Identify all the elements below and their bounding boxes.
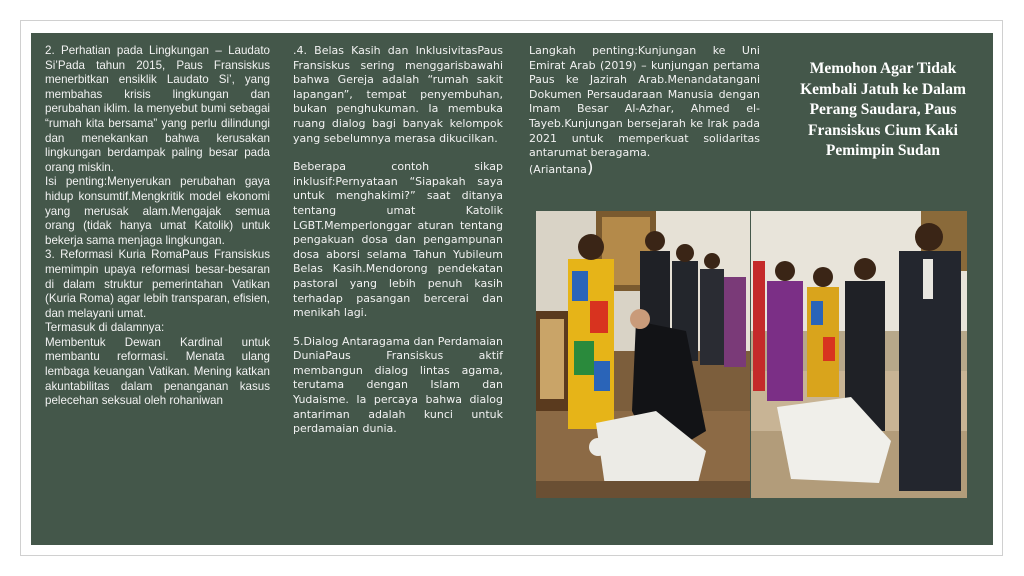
paragraph-important-content: Isi penting:Menyerukan perubahan gaya hidup konsumtif.Mengkritik model ekonomi yang merusak alam.Mengajak semua orang (tidak hanya umat Katolik) untuk bekerja sama menjaga lingkungan. bbox=[45, 175, 270, 247]
paragraph-mercy-inclusivity: .4. Belas Kasih dan InklusivitasPaus Fransiskus sering menggarisbawahi bahwa Gereja adalah “rumah sakit lapangan”, tempat penyembuhan, bukan penghukuman. Ia membuka ruang dialog bagi banyak kelompok yang sebelumnya merasa dikucilkan. bbox=[293, 44, 503, 145]
paragraph-laudato-si: 2. Perhatian pada Lingkungan – Laudato Si’Pada tahun 2015, Paus Fransiskus menerbitkan ensiklik Laudato Si’, yang membahas krisis lingkungan dan perubahan iklim. Ia menyebut bumi sebagai “rumah kita bersama” yang perlu dilindungi dan menekankan bahwa kerusakan lingkungan berdampak paling besar pada orang miskin. bbox=[45, 44, 270, 174]
text-column-2 bbox=[293, 44, 503, 437]
photo-credit-paren: ) bbox=[586, 157, 594, 178]
slide-title: Memohon Agar Tidak Kembali Jatuh ke Dalam Perang Saudara, Paus Fransiskus Cium Kaki Pemimpin Sudan bbox=[800, 60, 966, 159]
paragraph-council-of-cardinals: Membentuk Dewan Kardinal untuk membantu reformasi. Menata ulang lembaga keuangan Vatikan. Mening katkan akuntabilitas dalam penanganan kasus pelecehan seksual oleh rohaniwan bbox=[45, 335, 270, 408]
paragraph-important-steps: Langkah penting:Kunjungan ke Uni Emirat Arab (2019) – kunjungan pertama Paus ke Jazirah Arab.Menandatangani Dokumen Persaudaraan Manusia dengan Imam Besar Al-Azhar, Ahmed el-Tayeb.Kunjungan bersejarah ke Irak pada 2021 untuk memperkuat solidaritas antarumat beragama. bbox=[529, 44, 760, 160]
paragraph-inclusive-examples: Beberapa contoh sikap inklusif:Pernyataan “Siapakah saya untuk menghakimi?” saat ditanya tentang umat Katolik LGBT.Memperlonggar aturan tentang pengakuan dosa dan pengampunan dosa aborsi selama Tahun Yubileum Belas Kasih.Mendorong pendekatan pastoral yang lebih penuh kasih terhadap pasangan bercerai dan menikah lagi. bbox=[293, 160, 503, 320]
paragraph-interfaith-dialogue: 5.Dialog Antaragama dan Perdamaian DuniaPaus Fransiskus aktif membangun dialog lintas agama, terutama dengan Islam dan Yudaisme. Ia percaya bahwa dialog antariman adalah kunci untuk perdamaian dunia. bbox=[293, 334, 503, 436]
photo-pope-kneeling-left bbox=[536, 211, 750, 498]
paragraph-includes: Termasuk di dalamnya: bbox=[45, 321, 165, 335]
slide bbox=[31, 33, 993, 545]
photo-pope-kneeling-right bbox=[751, 211, 967, 498]
text-column-3 bbox=[529, 44, 760, 177]
photo-credit: (Ariantana bbox=[529, 162, 587, 176]
paragraph-curia-reform: 3. Reformasi Kuria RomaPaus Fransiskus memimpin upaya reformasi besar-besaran di dalam struktur pemerintahan Vatikan (Kuria Roma) agar lebih transparan, efisien, dan melayani umat. bbox=[45, 248, 270, 320]
text-column-1 bbox=[45, 44, 270, 409]
